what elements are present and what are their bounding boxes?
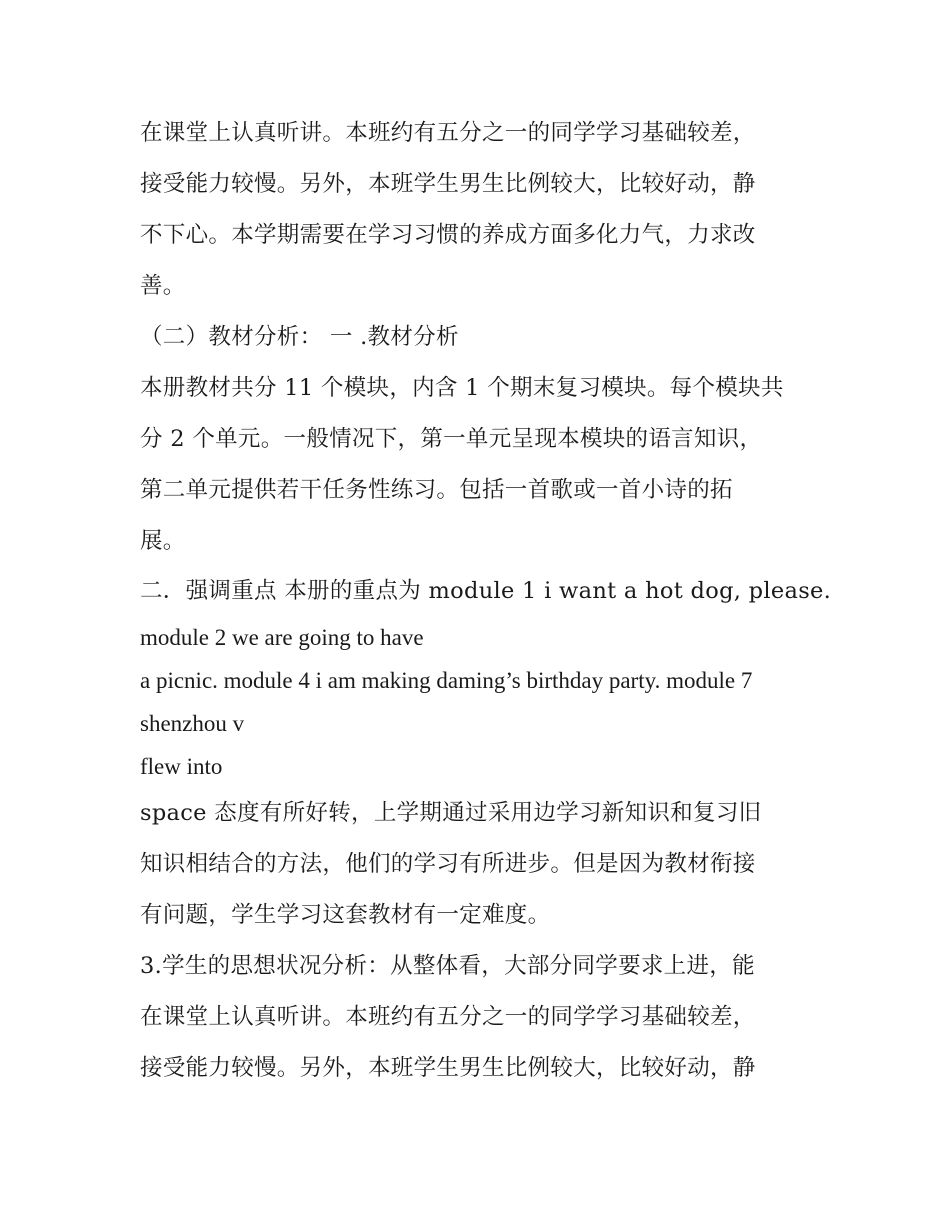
document-body bbox=[140, 108, 830, 1094]
text-line: 本册教材共分 11 个模块，内含 1 个期末复习模块。每个模块共 bbox=[140, 375, 784, 401]
text-line: 分 2 个单元。一般情况下，第一单元呈现本模块的语言知识， bbox=[140, 426, 763, 452]
text-line: 知识相结合的方法，他们的学习有所进步。但是因为教材衔接 bbox=[140, 851, 756, 877]
text-line: 3.学生的思想状况分析：从整体看，大部分同学要求上进，能 bbox=[140, 953, 755, 979]
text-line: 第二单元提供若干任务性练习。包括一首歌或一首小诗的拓 bbox=[140, 477, 733, 503]
text-line: space 态度有所好转，上学期通过采用边学习新知识和复习旧 bbox=[140, 800, 762, 826]
text-line: shenzhou v bbox=[140, 711, 245, 736]
text-line: module 2 we are going to have bbox=[140, 625, 424, 650]
text-line: 在课堂上认真听讲。本班约有五分之一的同学学习基础较差， bbox=[140, 120, 756, 146]
text-line: 展。 bbox=[140, 528, 186, 554]
text-line: 二．强调重点 本册的重点为 module 1 i want a hot dog, please. bbox=[140, 578, 832, 604]
text-line: 善。 bbox=[140, 273, 186, 299]
text-line: flew into bbox=[140, 754, 223, 779]
text-line: 有问题，学生学习这套教材有一定难度。 bbox=[140, 902, 551, 928]
text-line: a picnic. module 4 i am making daming’s birthday party. module 7 bbox=[140, 668, 753, 693]
text-line: 接受能力较慢。另外，本班学生男生比例较大，比较好动，静 bbox=[140, 171, 756, 197]
text-line: 不下心。本学期需要在学习习惯的养成方面多化力气，力求改 bbox=[140, 222, 756, 248]
text-line: 接受能力较慢。另外，本班学生男生比例较大，比较好动，静 bbox=[140, 1055, 756, 1081]
section-heading: （二）教材分析： 一 .教材分析 bbox=[140, 324, 459, 350]
text-line: 在课堂上认真听讲。本班约有五分之一的同学学习基础较差， bbox=[140, 1004, 756, 1030]
